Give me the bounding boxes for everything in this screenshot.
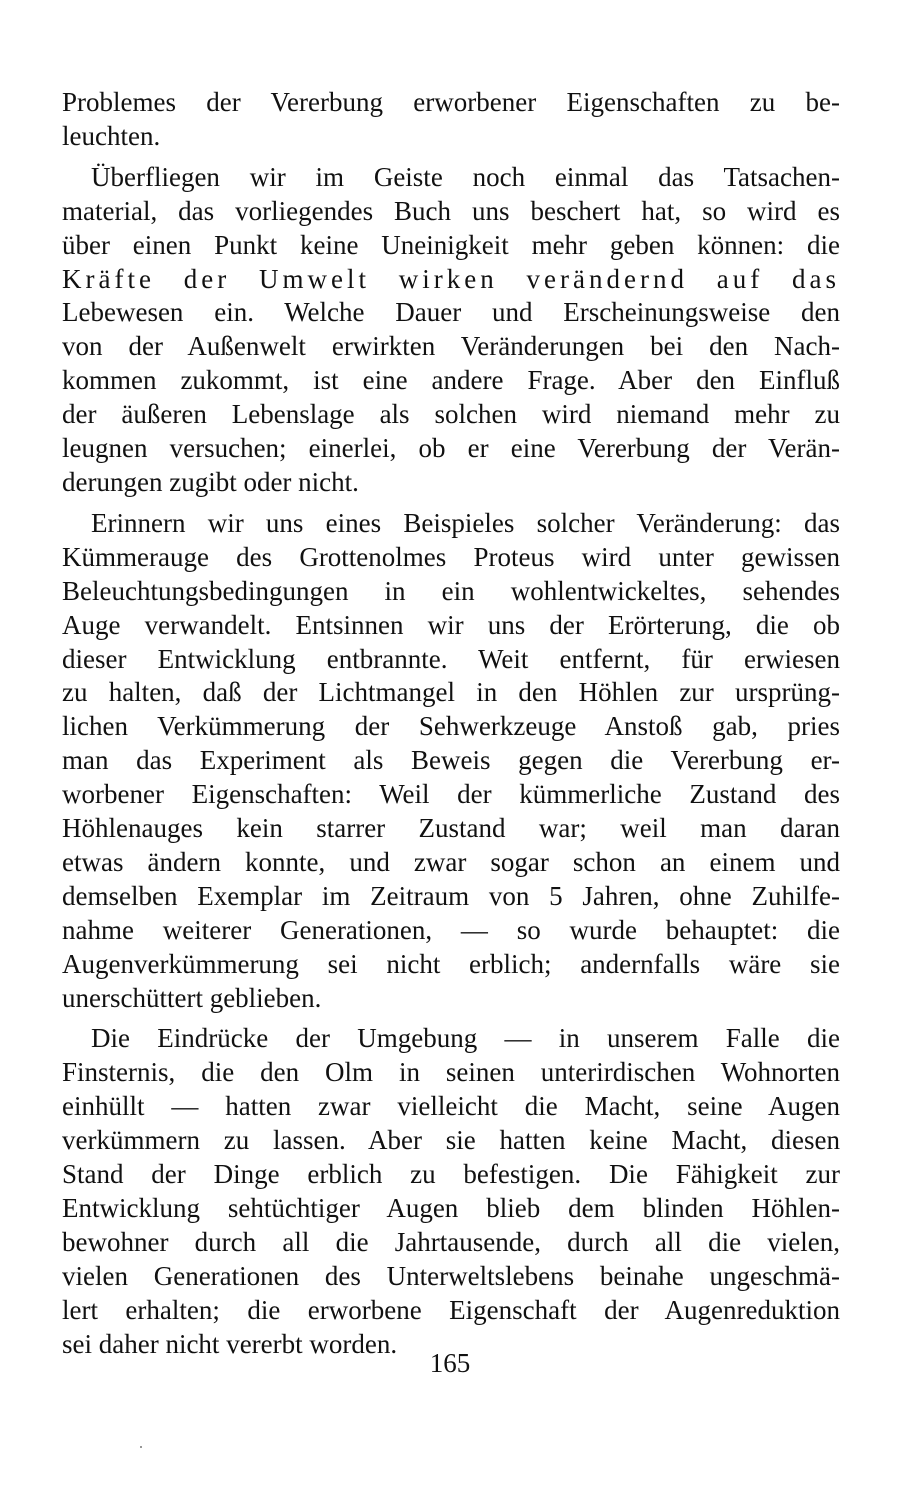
text-line: vielen Generationen des Unterweltslebens beinahe ungeschmä- (62, 1260, 840, 1291)
text-line: etwas ändern konnte, und zwar sogar schon an einem und (62, 846, 840, 877)
text-line: kommen zukommt, ist eine andere Frage. Aber den Einfluß (62, 365, 840, 396)
text-line: Augenverkümmerung sei nicht erblich; andernfalls wäre sie (62, 948, 840, 979)
text-line: nahme weiterer Generationen, — so wurde behauptet: die (62, 914, 840, 945)
page-number: 165 (429, 1348, 471, 1378)
text-line: leuchten. (62, 120, 161, 151)
text-line: man das Experiment als Beweis gegen die Vererbung er- (62, 745, 840, 776)
text-line: Überfliegen wir im Geiste noch einmal das Tatsachen- (91, 161, 840, 192)
text-line: Höhlenauges kein starrer Zustand war; weil man daran (62, 813, 840, 844)
text-line: bewohner durch all die Jahrtausende, durch all die vielen, (62, 1226, 840, 1257)
body-text (62, 86, 840, 1362)
text-line: lichen Verkümmerung der Sehwerkzeuge Anstoß gab, pries (62, 711, 840, 742)
text-line: Problemes der Vererbung erworbener Eigenschaften zu be- (62, 87, 840, 117)
text-line: der äußeren Lebenslage als solchen wird niemand mehr zu (62, 399, 840, 430)
text-line: Lebewesen ein. Welche Dauer und Erscheinungsweise den (62, 297, 840, 328)
text-line: verkümmern zu lassen. Aber sie hatten keine Macht, diesen (62, 1125, 840, 1156)
text-line: unerschüttert geblieben. (62, 982, 322, 1013)
text-line: Stand der Dinge erblich zu befestigen. Die Fähigkeit zur (62, 1159, 840, 1190)
text-line: Finsternis, die den Olm in seinen unterirdischen Wohnorten (62, 1057, 840, 1088)
text-line: lert erhalten; die erworbene Eigenschaft der Augenreduktion (62, 1294, 840, 1325)
text-line: demselben Exemplar im Zeitraum von 5 Jahren, ohne Zuhilfe- (62, 880, 840, 911)
text-line: einhüllt — hatten zwar vielleicht die Macht, seine Augen (62, 1091, 840, 1122)
text-line: über einen Punkt keine Uneinigkeit mehr geben können: die (62, 229, 840, 260)
text-line: Die Eindrücke der Umgebung — in unserem Falle die (91, 1023, 840, 1054)
text-line: derungen zugibt oder nicht. (62, 466, 359, 497)
print-speck (140, 1446, 142, 1448)
text-line: Kräfte der Umwelt wirken verändernd auf das (62, 263, 840, 294)
text-line: von der Außenwelt erwirkten Veränderungen bei den Nach- (62, 331, 840, 362)
text-line: Auge verwandelt. Entsinnen wir uns der Erörterung, die ob (62, 609, 840, 640)
text-line: sei daher nicht vererbt worden. (62, 1328, 398, 1359)
text-line: zu halten, daß der Lichtmangel in den Höhlen zur ursprüng- (62, 677, 840, 708)
text-line: material, das vorliegendes Buch uns beschert hat, so wird es (62, 195, 840, 226)
text-line: Kümmerauge des Grottenolmes Proteus wird unter gewissen (62, 541, 840, 572)
text-line: leugnen versuchen; einerlei, ob er eine Vererbung der Verän- (62, 433, 840, 464)
text-line: worbener Eigenschaften: Weil der kümmerliche Zustand des (62, 779, 840, 810)
text-line: Entwicklung sehtüchtiger Augen blieb dem blinden Höhlen- (62, 1193, 840, 1223)
text-line: Beleuchtungsbedingungen in ein wohlentwickeltes, sehendes (62, 575, 840, 606)
text-line: dieser Entwicklung entbrannte. Weit entfernt, für erwiesen (62, 643, 840, 674)
text-line: Erinnern wir uns eines Beispieles solcher Veränderung: das (91, 507, 840, 538)
